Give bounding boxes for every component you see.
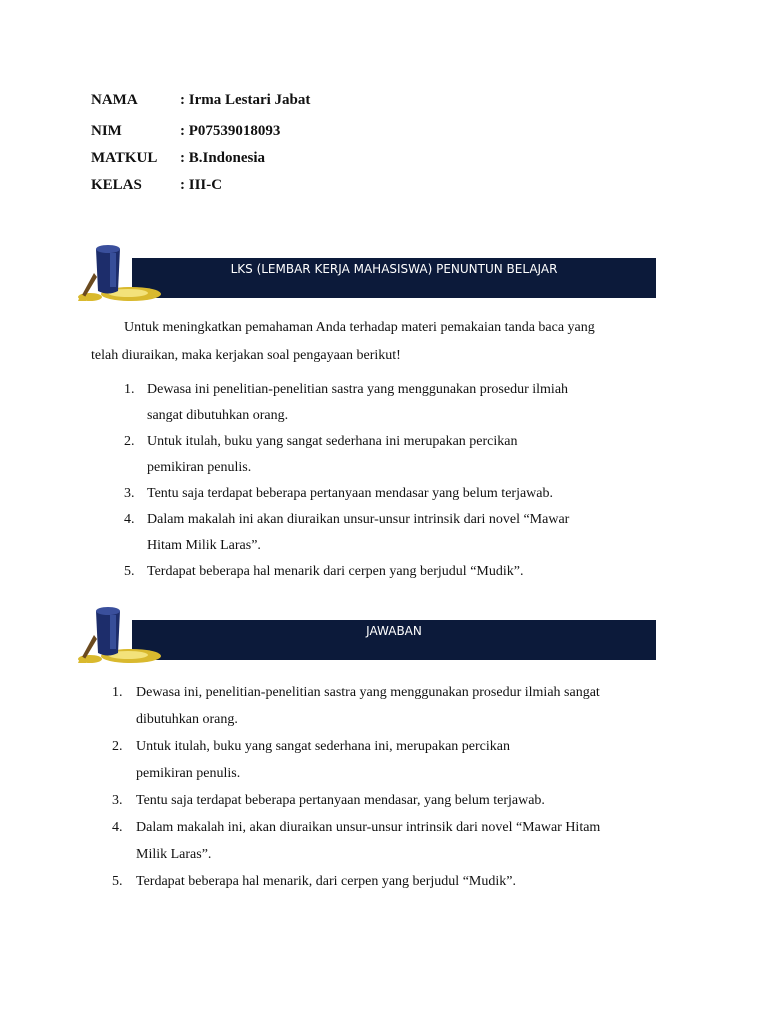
item-text: Dalam makalah ini akan diuraikan unsur-unsur intrinsik dari novel “Mawar — [147, 512, 570, 527]
banner-title: LKS (LEMBAR KERJA MAHASISWA) PENUNTUN BELAJAR — [230, 262, 558, 276]
question-item — [124, 481, 644, 507]
item-number: 1. — [124, 382, 135, 397]
item-text: Untuk itulah, buku yang sangat sederhana ini, merupakan percikan — [136, 739, 510, 754]
info-label: KELAS — [91, 177, 142, 193]
question-item — [124, 507, 644, 559]
item-text: Tentu saja terdapat beberapa pertanyaan mendasar, yang belum terjawab. — [136, 793, 545, 808]
item-text: Milik Laras”. — [136, 847, 212, 862]
item-number: 5. — [124, 564, 135, 579]
banner-bar — [132, 258, 656, 298]
item-text: pemikiran penulis. — [147, 460, 252, 475]
item-number: 3. — [112, 793, 123, 808]
paint-bucket-icon — [76, 243, 166, 305]
answer-item — [112, 733, 652, 787]
item-text: dibutuhkan orang. — [136, 712, 238, 727]
item-text: Dewasa ini, penelitian-penelitian sastra yang menggunakan prosedur ilmiah sangat — [136, 685, 600, 700]
paint-bucket-icon — [76, 605, 166, 667]
item-number: 4. — [124, 512, 135, 527]
answer-item — [112, 787, 652, 814]
item-number: 5. — [112, 874, 123, 889]
item-number: 2. — [124, 434, 135, 449]
lks-banner — [76, 243, 656, 305]
item-text: Tentu saja terdapat beberapa pertanyaan mendasar yang belum terjawab. — [147, 486, 553, 501]
intro-line: Untuk meningkatkan pemahaman Anda terhadap materi pemakaian tanda baca yang — [124, 320, 595, 335]
banner-bar — [132, 620, 656, 660]
answer-list — [112, 679, 652, 895]
info-label: NAMA — [91, 92, 138, 108]
info-label: NIM — [91, 123, 122, 139]
info-label: MATKUL — [91, 150, 158, 166]
item-text: Untuk itulah, buku yang sangat sederhana ini merupakan percikan — [147, 434, 518, 449]
item-text: Dewasa ini penelitian-penelitian sastra yang menggunakan prosedur ilmiah — [147, 382, 569, 397]
question-item — [124, 377, 644, 429]
jawaban-banner — [76, 605, 656, 667]
info-value: : Irma Lestari Jabat — [180, 92, 311, 108]
info-value: : P07539018093 — [180, 123, 281, 139]
item-text: pemikiran penulis. — [136, 766, 241, 781]
item-text: Hitam Milik Laras”. — [147, 538, 261, 553]
question-item — [124, 559, 644, 585]
banner-title: JAWABAN — [366, 624, 422, 638]
question-item — [124, 429, 644, 481]
info-value: : III-C — [180, 177, 223, 193]
question-list — [124, 377, 644, 585]
answer-item — [112, 814, 652, 868]
item-text: sangat dibutuhkan orang. — [147, 408, 289, 423]
info-value: : B.Indonesia — [180, 150, 266, 166]
item-text: Terdapat beberapa hal menarik dari cerpen yang berjudul “Mudik”. — [147, 564, 524, 579]
intro-line: telah diuraikan, maka kerjakan soal pengayaan berikut! — [91, 348, 401, 363]
intro-paragraph — [91, 314, 651, 370]
answer-item — [112, 868, 652, 895]
item-number: 2. — [112, 739, 123, 754]
item-text: Dalam makalah ini, akan diuraikan unsur-unsur intrinsik dari novel “Mawar Hitam — [136, 820, 601, 835]
item-text: Terdapat beberapa hal menarik, dari cerpen yang berjudul “Mudik”. — [136, 874, 516, 889]
item-number: 1. — [112, 685, 123, 700]
item-number: 4. — [112, 820, 123, 835]
item-number: 3. — [124, 486, 135, 501]
answer-item — [112, 679, 652, 733]
